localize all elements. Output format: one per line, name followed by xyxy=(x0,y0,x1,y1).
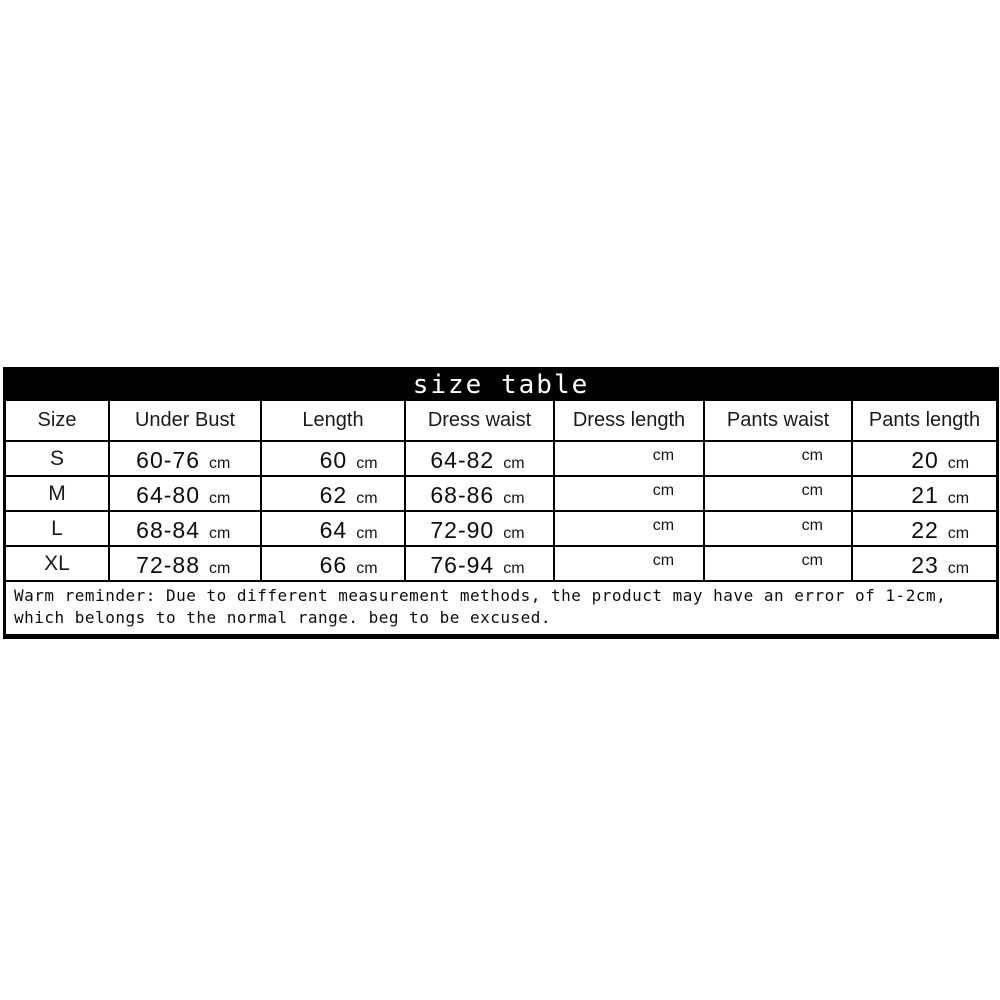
table-header-row xyxy=(6,401,996,442)
cell-value: 68-86 xyxy=(430,482,495,508)
reminder-line-1: Warm reminder: Due to different measurement methods, the product may have an error of 1-2cm, xyxy=(14,586,947,605)
unit-label: cm xyxy=(801,447,823,464)
cell-value: 72-90 xyxy=(430,517,495,543)
header-cell-dress-waist: Dress waist xyxy=(406,401,555,440)
unit-label: cm xyxy=(652,447,675,464)
table-row-xl xyxy=(6,547,996,582)
table-row-l xyxy=(6,512,996,547)
unit-label: cm xyxy=(801,517,823,534)
unit-label: cm xyxy=(209,525,231,542)
header-cell-dress-length: Dress length xyxy=(555,401,705,440)
cell-dress-waist xyxy=(406,547,555,580)
header-cell-length: Length xyxy=(262,401,406,440)
cell-value: 68-84 xyxy=(136,517,200,543)
cell-length xyxy=(262,442,406,475)
cell-value: 64-80 xyxy=(136,482,200,508)
reminder-line-2: which belongs to the normal range. beg to be excused. xyxy=(14,608,552,627)
table-row-m xyxy=(6,477,996,512)
header-cell-under-bust: Under Bust xyxy=(110,401,262,440)
cell-pants-waist xyxy=(705,547,853,580)
cell-value: 64-82 xyxy=(430,447,495,473)
unit-label: cm xyxy=(503,490,525,507)
cell-pants-length xyxy=(853,477,996,510)
header-cell-pants-waist: Pants waist xyxy=(705,401,853,440)
size-chart xyxy=(3,367,999,639)
cell-value: 21 xyxy=(911,482,939,508)
warm-reminder-note xyxy=(6,582,996,634)
unit-label: cm xyxy=(503,560,525,577)
cell-value: 72-88 xyxy=(136,552,200,578)
cell-dress-length xyxy=(555,547,705,580)
cell-value: 60-76 xyxy=(136,447,200,473)
cell-under-bust xyxy=(110,442,262,475)
unit-label: cm xyxy=(356,525,378,542)
unit-label: cm xyxy=(503,525,525,542)
unit-label: cm xyxy=(503,455,525,472)
unit-label: cm xyxy=(356,455,378,472)
cell-value: 60 xyxy=(319,447,348,473)
cell-pants-length xyxy=(853,547,996,580)
size-chart-title: size table xyxy=(412,370,590,400)
unit-label: cm xyxy=(652,552,675,569)
size-label: M xyxy=(6,477,110,510)
unit-label: cm xyxy=(356,490,378,507)
unit-label: cm xyxy=(209,490,231,507)
cell-value: 23 xyxy=(911,552,939,578)
cell-dress-length xyxy=(555,442,705,475)
cell-under-bust xyxy=(110,547,262,580)
unit-label: cm xyxy=(209,455,231,472)
unit-label: cm xyxy=(801,552,823,569)
unit-label: cm xyxy=(947,455,970,472)
unit-label: cm xyxy=(947,560,970,577)
unit-label: cm xyxy=(947,525,970,542)
cell-length xyxy=(262,547,406,580)
cell-under-bust xyxy=(110,477,262,510)
cell-dress-waist xyxy=(406,512,555,545)
size-chart-title-bar xyxy=(6,370,996,401)
unit-label: cm xyxy=(356,560,378,577)
size-label: L xyxy=(6,512,110,545)
cell-dress-length xyxy=(555,512,705,545)
cell-value: 22 xyxy=(911,517,939,543)
size-label: XL xyxy=(6,547,110,580)
cell-value: 76-94 xyxy=(430,552,495,578)
size-label: S xyxy=(6,442,110,475)
cell-dress-waist xyxy=(406,477,555,510)
cell-pants-waist xyxy=(705,512,853,545)
unit-label: cm xyxy=(801,482,823,499)
unit-label: cm xyxy=(652,517,675,534)
unit-label: cm xyxy=(947,490,970,507)
cell-pants-length xyxy=(853,442,996,475)
cell-under-bust xyxy=(110,512,262,545)
cell-pants-waist xyxy=(705,442,853,475)
unit-label: cm xyxy=(209,560,231,577)
cell-length xyxy=(262,512,406,545)
cell-value: 62 xyxy=(319,482,348,508)
cell-dress-waist xyxy=(406,442,555,475)
table-row-s xyxy=(6,442,996,477)
cell-pants-length xyxy=(853,512,996,545)
cell-length xyxy=(262,477,406,510)
cell-value: 20 xyxy=(911,447,939,473)
cell-dress-length xyxy=(555,477,705,510)
cell-pants-waist xyxy=(705,477,853,510)
header-cell-size: Size xyxy=(6,401,110,440)
header-cell-pants-length: Pants length xyxy=(868,409,981,431)
cell-value: 64 xyxy=(319,517,348,543)
cell-value: 66 xyxy=(319,552,348,578)
unit-label: cm xyxy=(652,482,675,499)
